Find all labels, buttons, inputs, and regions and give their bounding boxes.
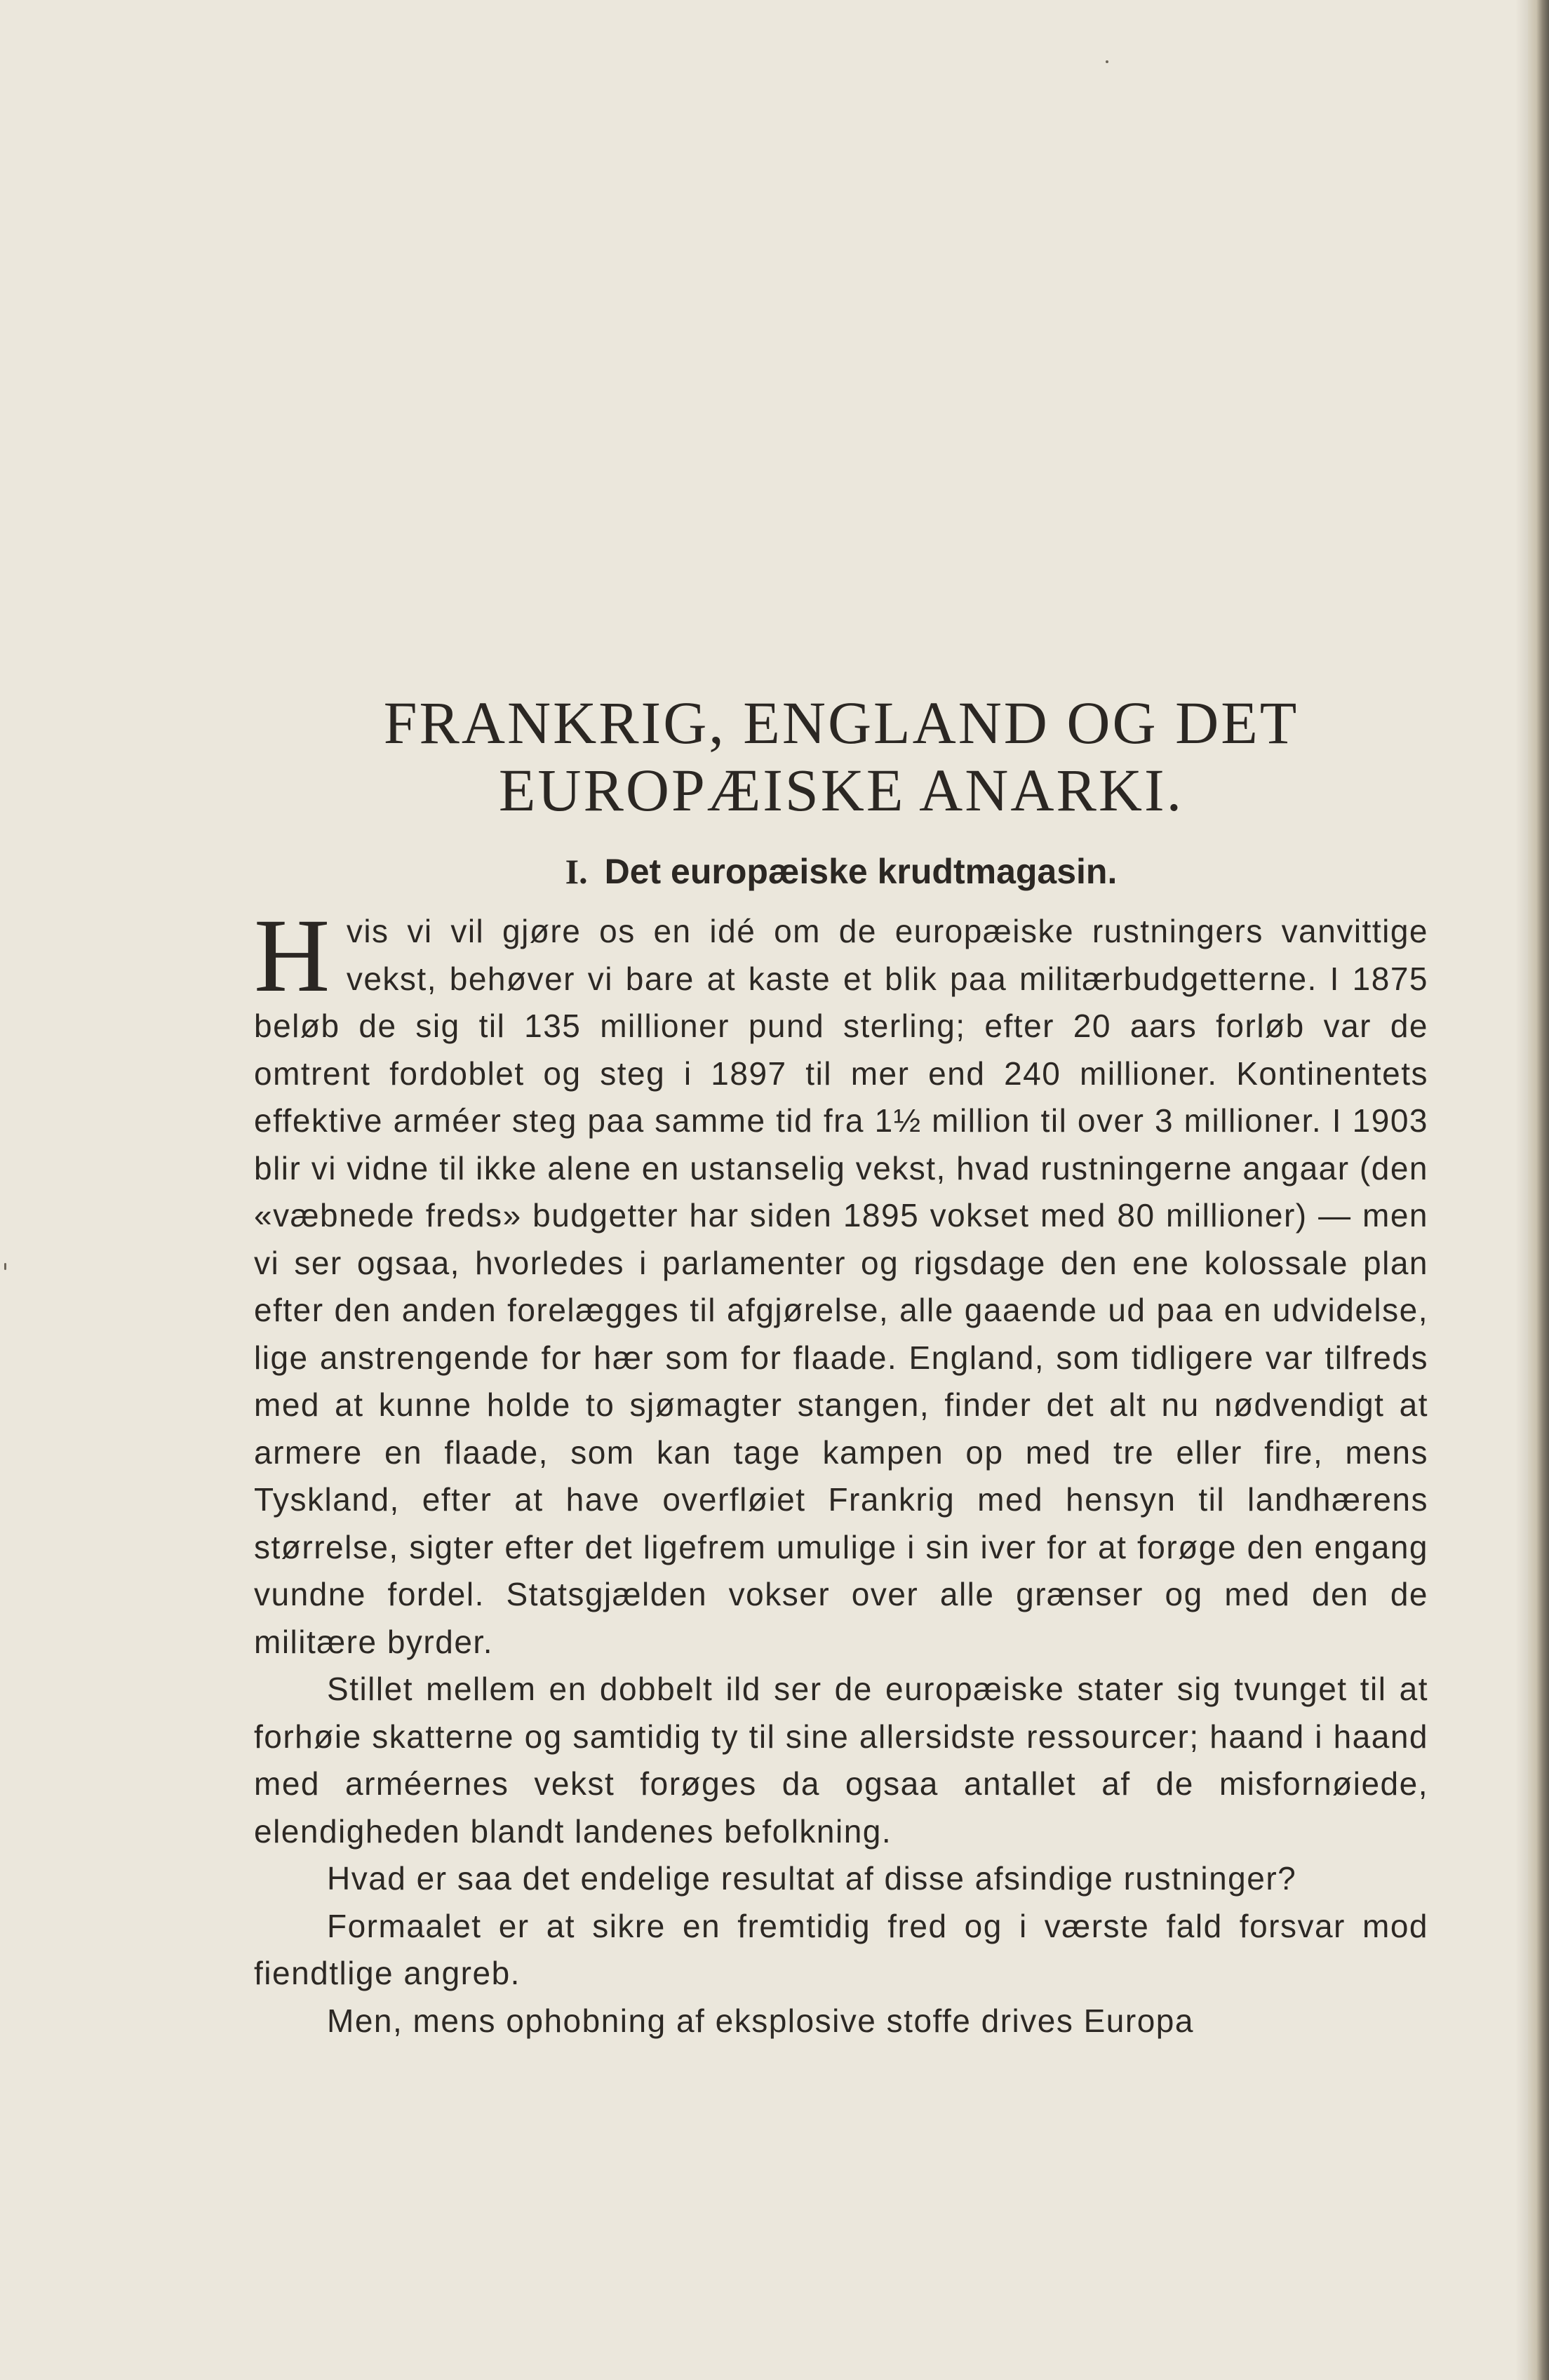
- paragraph-1-text: vis vi vil gjøre os en idé om de europæiske rustningers vanvittige vekst, behøver vi bare at kaste et blik paa militærbudgetterne. I 1875 beløb de sig til 135 millioner pund sterling; efter 20 aars forløb var de omtrent fordoblet og steg i 1897 til mer end 240 millioner. Kontinentets effektive arméer steg paa samme tid fra 1½ million til over 3 millioner. I 1903 blir vi vidne til ikke alene en ustanselig vekst, hvad rustningerne angaar (den «væbnede freds» budgetter har siden 1895 vokset med 80 millioner) — men vi ser ogsaa, hvorledes i parlamenter og rigsdage den ene kolossale plan efter den anden forelægges til afgjørelse, alle gaaende ud paa en udvidelse, lige anstrengende for hær som for flaade. England, som tidligere var tilfreds med at kunne holde to sjømagter stangen, finder det alt nu nødvendigt at armere en flaade, som kan tage kampen op med tre eller fire, mens Tyskland, efter at have overfløiet Frankrig med hensyn til landhærens størrelse, sigter efter det ligefrem umulige i sin iver for at forøge den engang vundne fordel. Statsgjælden vokser over alle grænser og med den de militære byrder.: [254, 913, 1428, 1660]
- article-title: [254, 689, 1428, 824]
- paragraph-3: Hvad er saa det endelige resultat af disse afsindige rustninger?: [327, 1860, 1297, 1897]
- article: [254, 674, 1428, 2045]
- paragraph-5: Men, mens ophobning af eksplosive stoffe drives Europa: [327, 2002, 1194, 2039]
- section-numeral: I.: [565, 852, 588, 891]
- article-body: [254, 897, 1428, 2045]
- page-gutter-shadow: [1515, 0, 1528, 2380]
- paragraph-1: [254, 897, 1428, 1666]
- article-title-line-2: EUROPÆISKE ANARKI.: [498, 756, 1184, 824]
- paper-speck: [1106, 60, 1108, 63]
- section-heading: [254, 850, 1428, 893]
- drop-cap: H: [254, 897, 331, 1014]
- page-edge: [1528, 0, 1549, 2380]
- paragraph-4: Formaalet er at sikre en fremtidig fred og i værste fald forsvar mod fiendtlige angreb.: [254, 1907, 1428, 1991]
- paper-speck: [4, 1263, 6, 1270]
- section-title: Det europæiske krudtmagasin.: [604, 852, 1118, 891]
- article-title-line-1: FRANKRIG, ENGLAND OG DET: [383, 689, 1299, 756]
- paragraph-2: Stillet mellem en dobbelt ild ser de europæiske stater sig tvunget til at forhøie skatterne og samtidig ty til sine allersidste ressourcer; haand i haand med arméernes vekst forøges da ogsaa antallet af de misfornøiede, elendigheden blandt landenes befolkning.: [254, 1671, 1428, 1850]
